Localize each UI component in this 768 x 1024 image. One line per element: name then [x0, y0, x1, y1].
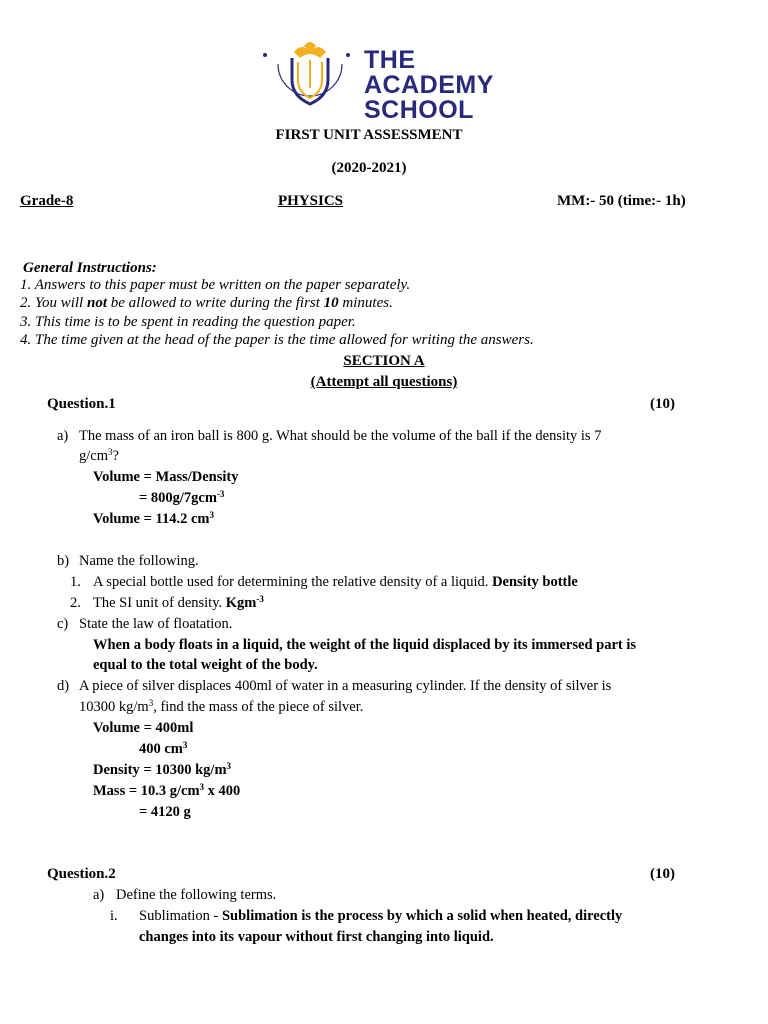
q1c-text: State the law of floatation.: [79, 616, 233, 632]
instruction-2-post: minutes.: [338, 295, 393, 311]
q1d-answer-4-sup: 3: [199, 782, 205, 792]
q2a-marker: a): [93, 887, 105, 903]
logo-word-the: THE: [364, 46, 416, 74]
q1b1-question: A special bottle used for determining the relative density of a liquid.: [93, 574, 493, 590]
q1a-answer-1: Volume = Mass/Density: [93, 469, 239, 485]
q1d-answer-2-sup: 3: [182, 740, 188, 750]
q1a-answer-3-sup: 3: [209, 510, 214, 520]
q1d-answer-4: [93, 783, 240, 800]
q1d-answer-3: [93, 762, 231, 779]
q2a-text: Define the following terms.: [116, 887, 277, 903]
instruction-4: 4. The time given at the head of the paper is the time allowed for writing the answers.: [20, 332, 534, 348]
q1d-answer-3-text: Density = 10300 kg/m: [93, 762, 227, 778]
q1b1-text: [93, 574, 578, 591]
q2ai-answer-2: changes into its vapour without first changing into liquid.: [139, 929, 494, 945]
instruction-2-pre: 2. You will: [20, 295, 87, 311]
q1a-unit: g/cm: [79, 448, 108, 464]
instruction-2-num: 10: [323, 295, 339, 311]
crest-emblem: [258, 38, 358, 118]
q1a-answer-2: [139, 490, 224, 507]
max-marks-label: MM:- 50 (time:- 1h): [557, 193, 686, 209]
q1c-answer-1: When a body floats in a liquid, the weight of the liquid displaced by its immersed part is: [93, 637, 637, 653]
q1d-answer-2-text: 400 cm: [139, 741, 183, 757]
q1a-answer-3: [93, 511, 214, 528]
q1a-answer-3-text: Volume = 114.2 cm: [93, 511, 210, 527]
q1a-answer-2-text: = 800g/7gcm: [139, 490, 217, 506]
q1b1-answer: Density bottle: [492, 574, 578, 590]
question-2-marks: (10): [650, 866, 675, 882]
q1a-answer-2-sup: -3: [216, 489, 225, 499]
question-1-label: Question.1: [47, 396, 116, 412]
section-subtitle: (Attempt all questions): [310, 374, 458, 390]
q1d-density-sup: 3: [148, 698, 154, 708]
instruction-2-not: not: [86, 295, 107, 311]
q1b2-text: [93, 595, 264, 612]
grade-label: Grade-8: [20, 193, 74, 209]
subject-label: PHYSICS: [278, 193, 344, 209]
exam-year: (2020-2021): [331, 160, 407, 176]
school-logo: [258, 38, 498, 124]
q1b1-marker: 1.: [70, 574, 81, 590]
q2ai-answer-1: Sublimation is the process by which a solid when heated, directly: [221, 908, 623, 924]
instruction-1: 1. Answers to this paper must be written on the paper separately.: [20, 277, 411, 293]
instruction-3: 3. This time is to be spent in reading the question paper.: [20, 314, 356, 330]
q1a-qmark: ?: [112, 448, 119, 464]
q1d-answer-1: Volume = 400ml: [93, 720, 194, 736]
q1a-unit-sup: 3: [108, 447, 113, 457]
q1b-marker: b): [57, 553, 70, 569]
logo-word-school: SCHOOL: [364, 96, 474, 124]
q1b2-answer-sup: -3: [256, 594, 264, 604]
q1d-answer-4-text: Mass = 10.3 g/cm: [93, 783, 200, 799]
q1d-text-line2: [79, 699, 363, 716]
section-title: SECTION A: [343, 353, 425, 369]
instructions-heading: General Instructions:: [23, 260, 157, 276]
q1d-text-rest: , find the mass of the piece of silver.: [153, 699, 364, 715]
q1b2-marker: 2.: [70, 595, 81, 611]
q2ai-marker: i.: [110, 908, 118, 924]
logo-wordmark: [364, 48, 494, 123]
q1d-answer-3-sup: 3: [226, 761, 232, 771]
instruction-2: [20, 295, 393, 312]
q1b2-question: The SI unit of density.: [93, 595, 226, 611]
q1c-answer-2: equal to the total weight of the body.: [93, 657, 318, 673]
q2ai-text: [139, 908, 622, 925]
q1d-density: 10300 kg/m: [79, 699, 149, 715]
q1d-marker: d): [57, 678, 70, 694]
q1c-marker: c): [57, 616, 69, 632]
q1a-text-line1: The mass of an iron ball is 800 g. What should be the volume of the ball if the density is 7: [79, 428, 602, 444]
q2ai-term: Sublimation -: [139, 908, 222, 924]
q1b-text: Name the following.: [79, 553, 199, 569]
q1d-answer-5: = 4120 g: [139, 804, 191, 820]
exam-title: FIRST UNIT ASSESSMENT: [275, 127, 463, 143]
logo-word-academy: ACADEMY: [364, 71, 494, 99]
q1b2-answer: Kgm: [225, 595, 257, 611]
question-2-label: Question.2: [47, 866, 116, 882]
q1a-text-line2: [79, 448, 119, 465]
q1d-text-line1: A piece of silver displaces 400ml of water in a measuring cylinder. If the density of silver is: [79, 678, 612, 694]
question-1-marks: (10): [650, 396, 675, 412]
q1a-marker: a): [57, 428, 69, 444]
q1d-answer-2: [139, 741, 187, 758]
instruction-2-mid: be allowed to write during the first: [107, 295, 324, 311]
q1d-answer-4-rest: x 400: [204, 783, 241, 799]
